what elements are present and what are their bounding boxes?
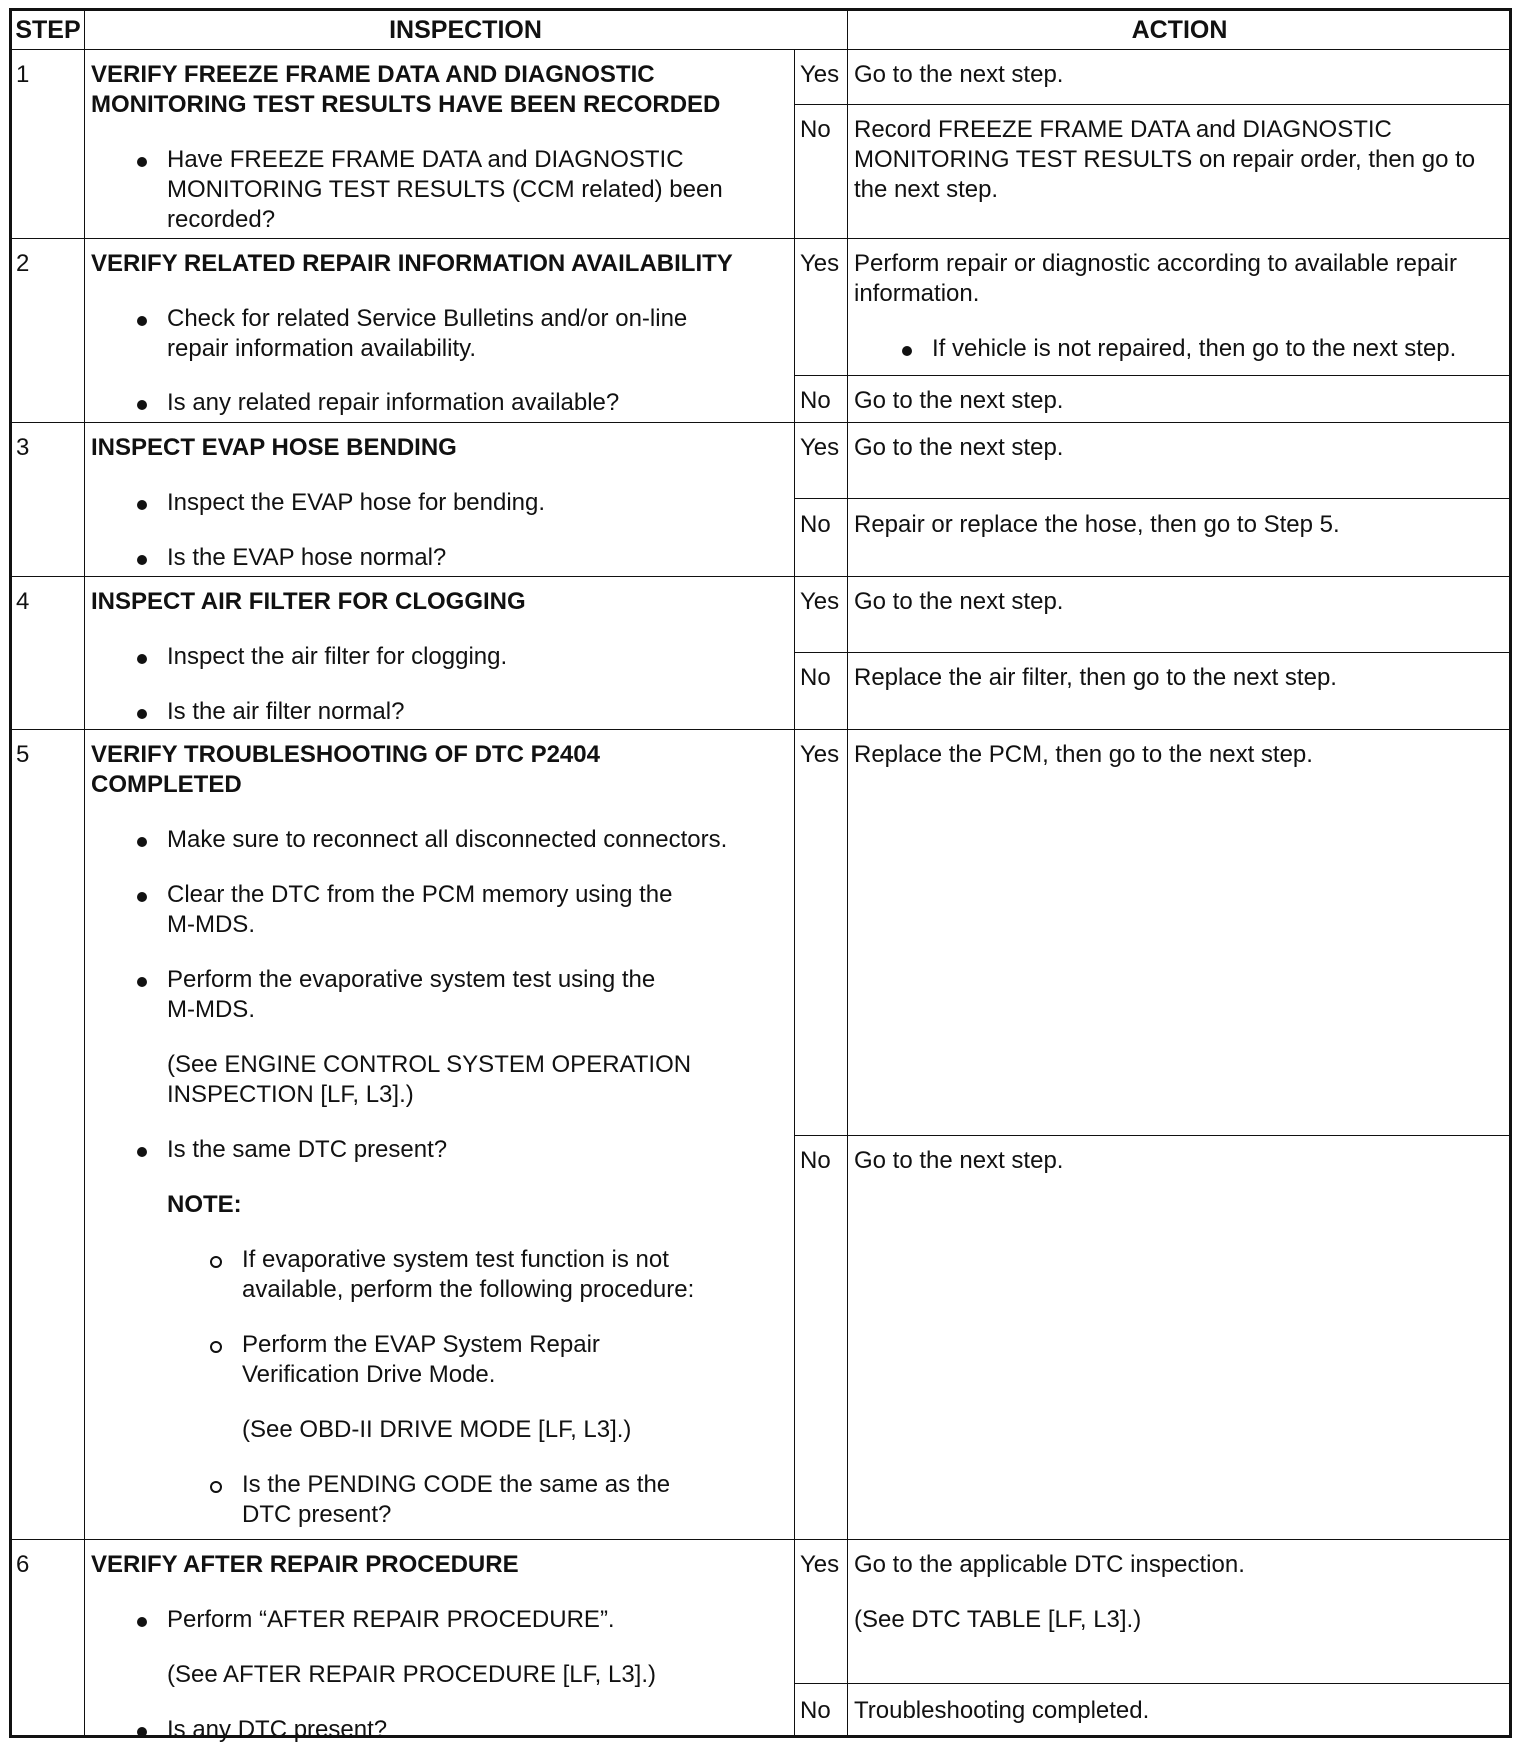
bullet-icon [137, 1727, 147, 1737]
step-number: 6 [16, 1551, 30, 1578]
no-label: No [800, 116, 831, 143]
yes-label: Yes [800, 588, 840, 615]
action-yes: Go to the applicable DTC inspection. [854, 1551, 1245, 1578]
bullet-icon [137, 654, 147, 664]
action-no: the next step. [854, 176, 999, 203]
inspection-item: Is the same DTC present? [167, 1136, 448, 1163]
inspection-item: Inspect the air filter for clogging. [167, 643, 508, 670]
inspection-item: Inspect the EVAP hose for bending. [167, 489, 546, 516]
bullet-icon [137, 709, 147, 719]
action-yes: Go to the next step. [854, 61, 1064, 88]
yes-label: Yes [800, 250, 840, 277]
step-number: 1 [16, 61, 30, 88]
yesno-divider [794, 104, 1509, 105]
step-title: MONITORING TEST RESULTS HAVE BEEN RECORDED [91, 91, 721, 118]
col-divider-yesno [794, 49, 795, 1735]
action-no: Record FREEZE FRAME DATA and DIAGNOSTIC [854, 116, 1392, 143]
yesno-divider [794, 375, 1509, 376]
step-number: 2 [16, 250, 30, 277]
bullet-icon [137, 1617, 147, 1627]
reference-text: INSPECTION [LF, L3].) [167, 1081, 414, 1108]
yes-label: Yes [800, 741, 840, 768]
note-item: Is the PENDING CODE the same as the [242, 1471, 671, 1498]
step-title: INSPECT EVAP HOSE BENDING [91, 434, 457, 461]
bullet-icon [137, 500, 147, 510]
inspection-item: Is the air filter normal? [167, 698, 405, 725]
bullet-icon [137, 892, 147, 902]
col-divider-step [84, 11, 85, 1735]
inspection-item: Is any DTC present? [167, 1716, 388, 1743]
step-title: VERIFY FREEZE FRAME DATA AND DIAGNOSTIC [91, 61, 655, 88]
header-step: STEP [15, 16, 81, 44]
note-item: Perform the EVAP System Repair [242, 1331, 600, 1358]
circle-bullet-icon [210, 1256, 222, 1268]
bullet-icon [137, 555, 147, 565]
yes-label: Yes [800, 61, 840, 88]
action-yes: Replace the PCM, then go to the next step. [854, 741, 1313, 768]
reference-text: (See DTC TABLE [LF, L3].) [854, 1606, 1142, 1633]
inspection-item: Check for related Service Bulletins and/or on-line [167, 305, 688, 332]
step-title: VERIFY RELATED REPAIR INFORMATION AVAILABILITY [91, 250, 733, 277]
note-item: Verification Drive Mode. [242, 1361, 496, 1388]
reference-text: (See ENGINE CONTROL SYSTEM OPERATION [167, 1051, 692, 1078]
row-divider [12, 422, 1509, 423]
reference-text: (See AFTER REPAIR PROCEDURE [LF, L3].) [167, 1661, 657, 1688]
action-no: Go to the next step. [854, 387, 1064, 414]
inspection-item: Is any related repair information available? [167, 389, 620, 416]
yesno-divider [794, 1683, 1509, 1684]
action-no: Troubleshooting completed. [854, 1697, 1150, 1724]
inspection-item: Perform the evaporative system test using the [167, 966, 656, 993]
row-divider [12, 238, 1509, 239]
no-label: No [800, 1147, 831, 1174]
action-no: Replace the air filter, then go to the next step. [854, 664, 1337, 691]
bullet-icon [137, 837, 147, 847]
bullet-icon [137, 1147, 147, 1157]
inspection-item: Have FREEZE FRAME DATA and DIAGNOSTIC [167, 146, 684, 173]
row-divider [12, 729, 1509, 730]
yes-label: Yes [800, 1551, 840, 1578]
reference-text: (See OBD-II DRIVE MODE [LF, L3].) [242, 1416, 632, 1443]
action-yes: information. [854, 280, 980, 307]
yes-label: Yes [800, 434, 840, 461]
header-row [12, 11, 1509, 49]
bullet-icon [137, 400, 147, 410]
no-label: No [800, 664, 831, 691]
step-number: 3 [16, 434, 30, 461]
bullet-icon [137, 316, 147, 326]
action-no: Go to the next step. [854, 1147, 1064, 1174]
step-title: COMPLETED [91, 771, 242, 798]
yesno-divider [794, 652, 1509, 653]
troubleshooting-table [9, 8, 1512, 1743]
action-yes-bullet: If vehicle is not repaired, then go to the next step. [932, 335, 1457, 362]
row-divider [12, 1539, 1509, 1540]
circle-bullet-icon [210, 1341, 222, 1353]
inspection-item: M-MDS. [167, 996, 255, 1023]
yesno-divider [794, 498, 1509, 499]
no-label: No [800, 387, 831, 414]
step-number: 4 [16, 588, 30, 615]
note-item: available, perform the following procedure: [242, 1276, 695, 1303]
bullet-icon [137, 157, 147, 167]
bullet-icon [137, 977, 147, 987]
inspection-item: recorded? [167, 206, 276, 233]
no-label: No [800, 1697, 831, 1724]
inspection-item: Perform “AFTER REPAIR PROCEDURE”. [167, 1606, 615, 1633]
header-inspection: INSPECTION [389, 16, 542, 44]
inspection-item: MONITORING TEST RESULTS (CCM related) been [167, 176, 723, 203]
bullet-icon [902, 346, 912, 356]
action-no: MONITORING TEST RESULTS on repair order, then go to [854, 146, 1476, 173]
row-divider [12, 576, 1509, 577]
header-action: ACTION [1131, 16, 1228, 44]
action-yes: Go to the next step. [854, 434, 1064, 461]
step-number: 5 [16, 741, 30, 768]
yesno-divider [794, 1135, 1509, 1136]
step-title: VERIFY AFTER REPAIR PROCEDURE [91, 1551, 519, 1578]
no-label: No [800, 511, 831, 538]
note-label: NOTE: [167, 1191, 242, 1218]
circle-bullet-icon [210, 1481, 222, 1493]
row-divider [12, 49, 1509, 50]
action-yes: Go to the next step. [854, 588, 1064, 615]
note-item: If evaporative system test function is not [242, 1246, 669, 1273]
inspection-item: Clear the DTC from the PCM memory using the [167, 881, 673, 908]
note-item: DTC present? [242, 1501, 392, 1528]
inspection-item: Is the EVAP hose normal? [167, 544, 447, 571]
action-no: Repair or replace the hose, then go to Step 5. [854, 511, 1340, 538]
step-title: INSPECT AIR FILTER FOR CLOGGING [91, 588, 526, 615]
step-title: VERIFY TROUBLESHOOTING OF DTC P2404 [91, 741, 600, 768]
inspection-item: repair information availability. [167, 335, 477, 362]
col-divider-inspection [847, 11, 848, 1735]
inspection-item: M-MDS. [167, 911, 255, 938]
action-yes: Perform repair or diagnostic according to available repair [854, 250, 1457, 277]
inspection-item: Make sure to reconnect all disconnected connectors. [167, 826, 728, 853]
